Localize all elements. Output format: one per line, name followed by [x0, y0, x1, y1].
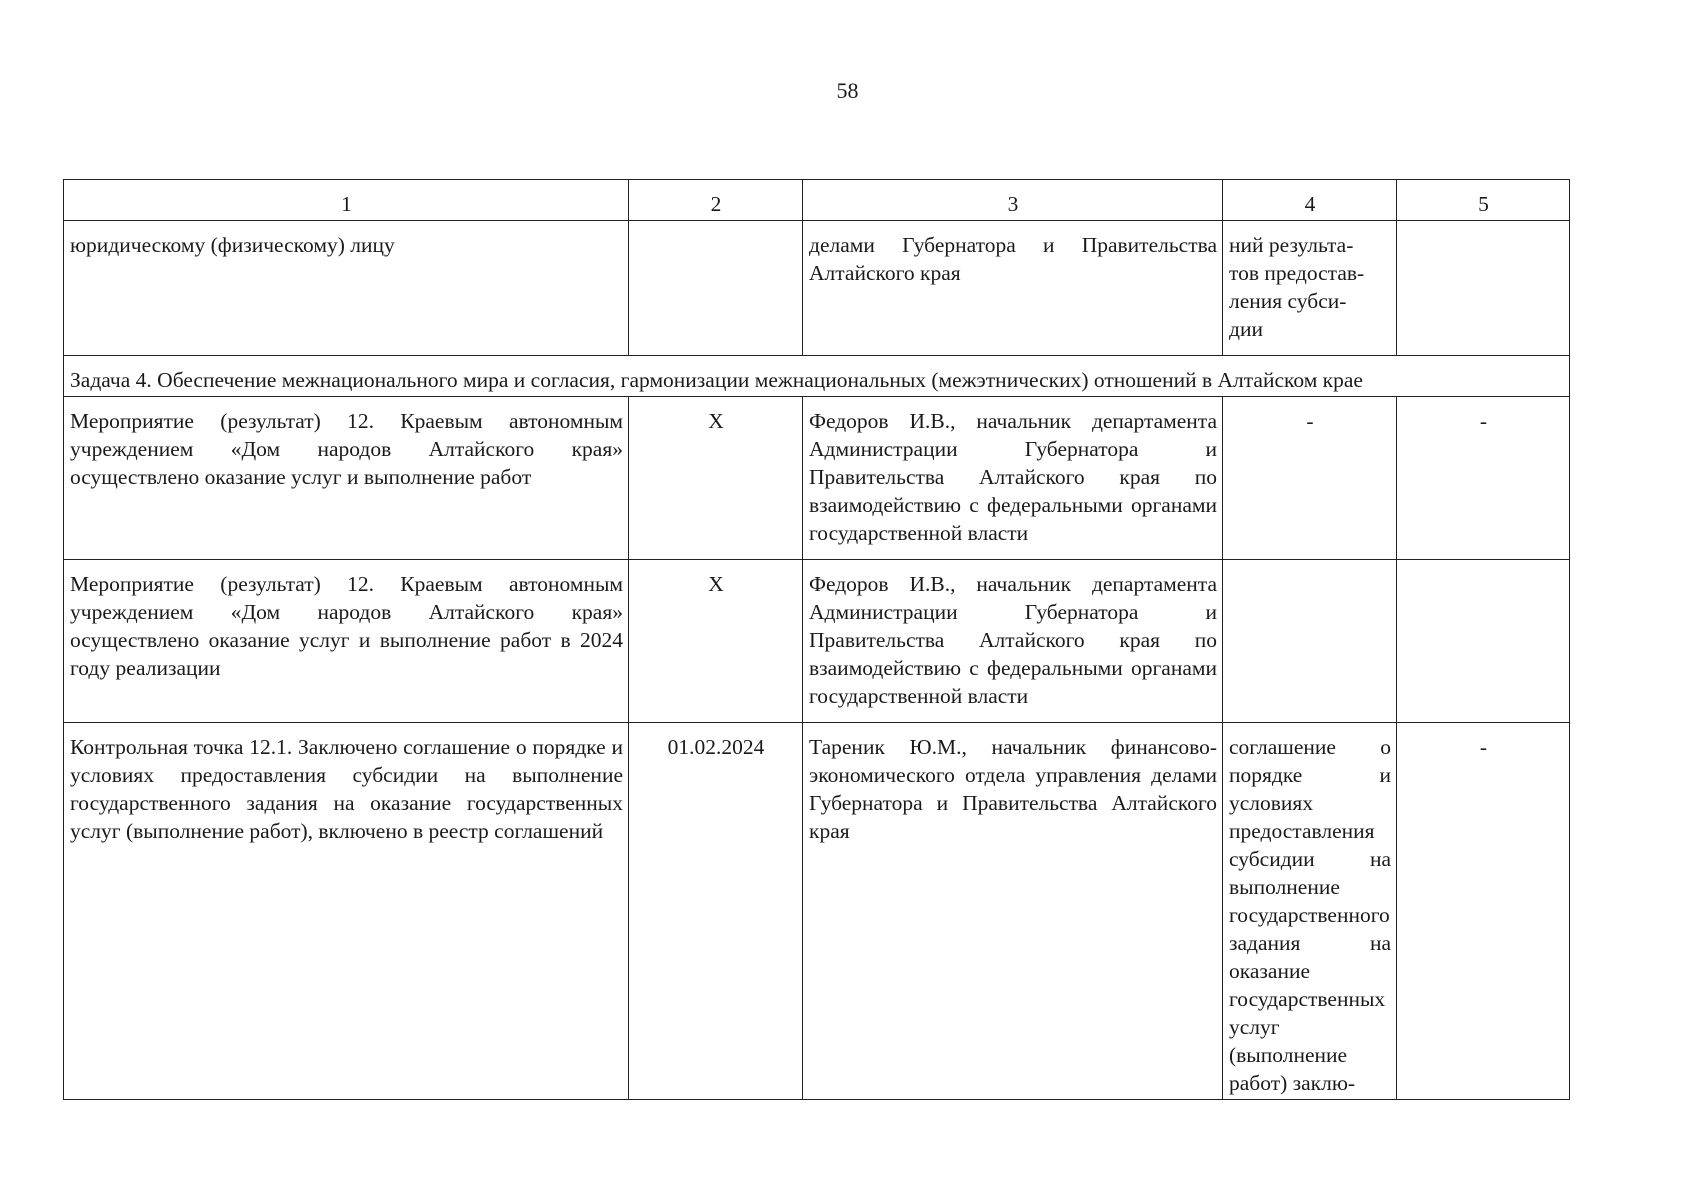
table-row: [64, 397, 1570, 560]
cell-description: юридическому (физическому) лицу: [64, 221, 629, 356]
cell-responsible: делами Губернатора и Правительства Алтайского края: [803, 221, 1223, 356]
task-heading: Задача 4. Обеспечение межнационального мира и согласия, гармонизации межнациональных (межэтнических) отношений в Алтайском крае: [64, 356, 1570, 397]
header-cell-5: 5: [1397, 180, 1570, 221]
table-row: [64, 723, 1570, 1100]
header-cell-3: 3: [803, 180, 1223, 221]
plan-table: [63, 179, 1570, 1100]
cell-system: -: [1397, 397, 1570, 560]
cell-deadline: X: [629, 397, 803, 560]
cell-deadline: X: [629, 560, 803, 723]
header-cell-2: 2: [629, 180, 803, 221]
page-number: 58: [836, 78, 859, 103]
cell-document: ний результа- тов предостав- ления субси- дии: [1223, 221, 1397, 356]
cell-system: [1397, 560, 1570, 723]
cell-deadline: 01.02.2024: [629, 723, 803, 1100]
cell-description: Контрольная точка 12.1. Заключено соглашение о порядке и условиях предоставления субсидии на выполнение государственного задания на оказание государственных услуг (выполнение работ), включено в реестр соглашений: [64, 723, 629, 1100]
cell-document: -: [1223, 397, 1397, 560]
cell-system: -: [1397, 723, 1570, 1100]
cell-responsible: Тареник Ю.М., начальник финансово-экономического отдела управления делами Губернатора и Правительства Алтайского края: [803, 723, 1223, 1100]
header-cell-4: 4: [1223, 180, 1397, 221]
cell-deadline: [629, 221, 803, 356]
cell-responsible: Федоров И.В., начальник департамента Администрации Губернатора и Правительства Алтайского края по взаимодействию с федеральными органами государственной власти: [803, 397, 1223, 560]
task-heading-row: [64, 356, 1570, 397]
cell-responsible: Федоров И.В., начальник департамента Администрации Губернатора и Правительства Алтайского края по взаимодействию с федеральными органами государственной власти: [803, 560, 1223, 723]
table-row: [64, 560, 1570, 723]
cell-description: Мероприятие (результат) 12. Краевым автономным учреждением «Дом народов Алтайского края» осуществлено оказание услуг и выполнение работ: [64, 397, 629, 560]
cell-document: [1223, 560, 1397, 723]
cell-description: Мероприятие (результат) 12. Краевым автономным учреждением «Дом народов Алтайского края» осуществлено оказание услуг и выполнение работ в 2024 году реализации: [64, 560, 629, 723]
header-row: [64, 180, 1570, 221]
cell-document: соглашение о порядке и условиях предоставления субсидии на выполнение государственного задания на оказание государственных услуг (выполнение работ) заклю-: [1223, 723, 1397, 1100]
table-row: [64, 221, 1570, 356]
header-cell-1: 1: [64, 180, 629, 221]
cell-system: [1397, 221, 1570, 356]
